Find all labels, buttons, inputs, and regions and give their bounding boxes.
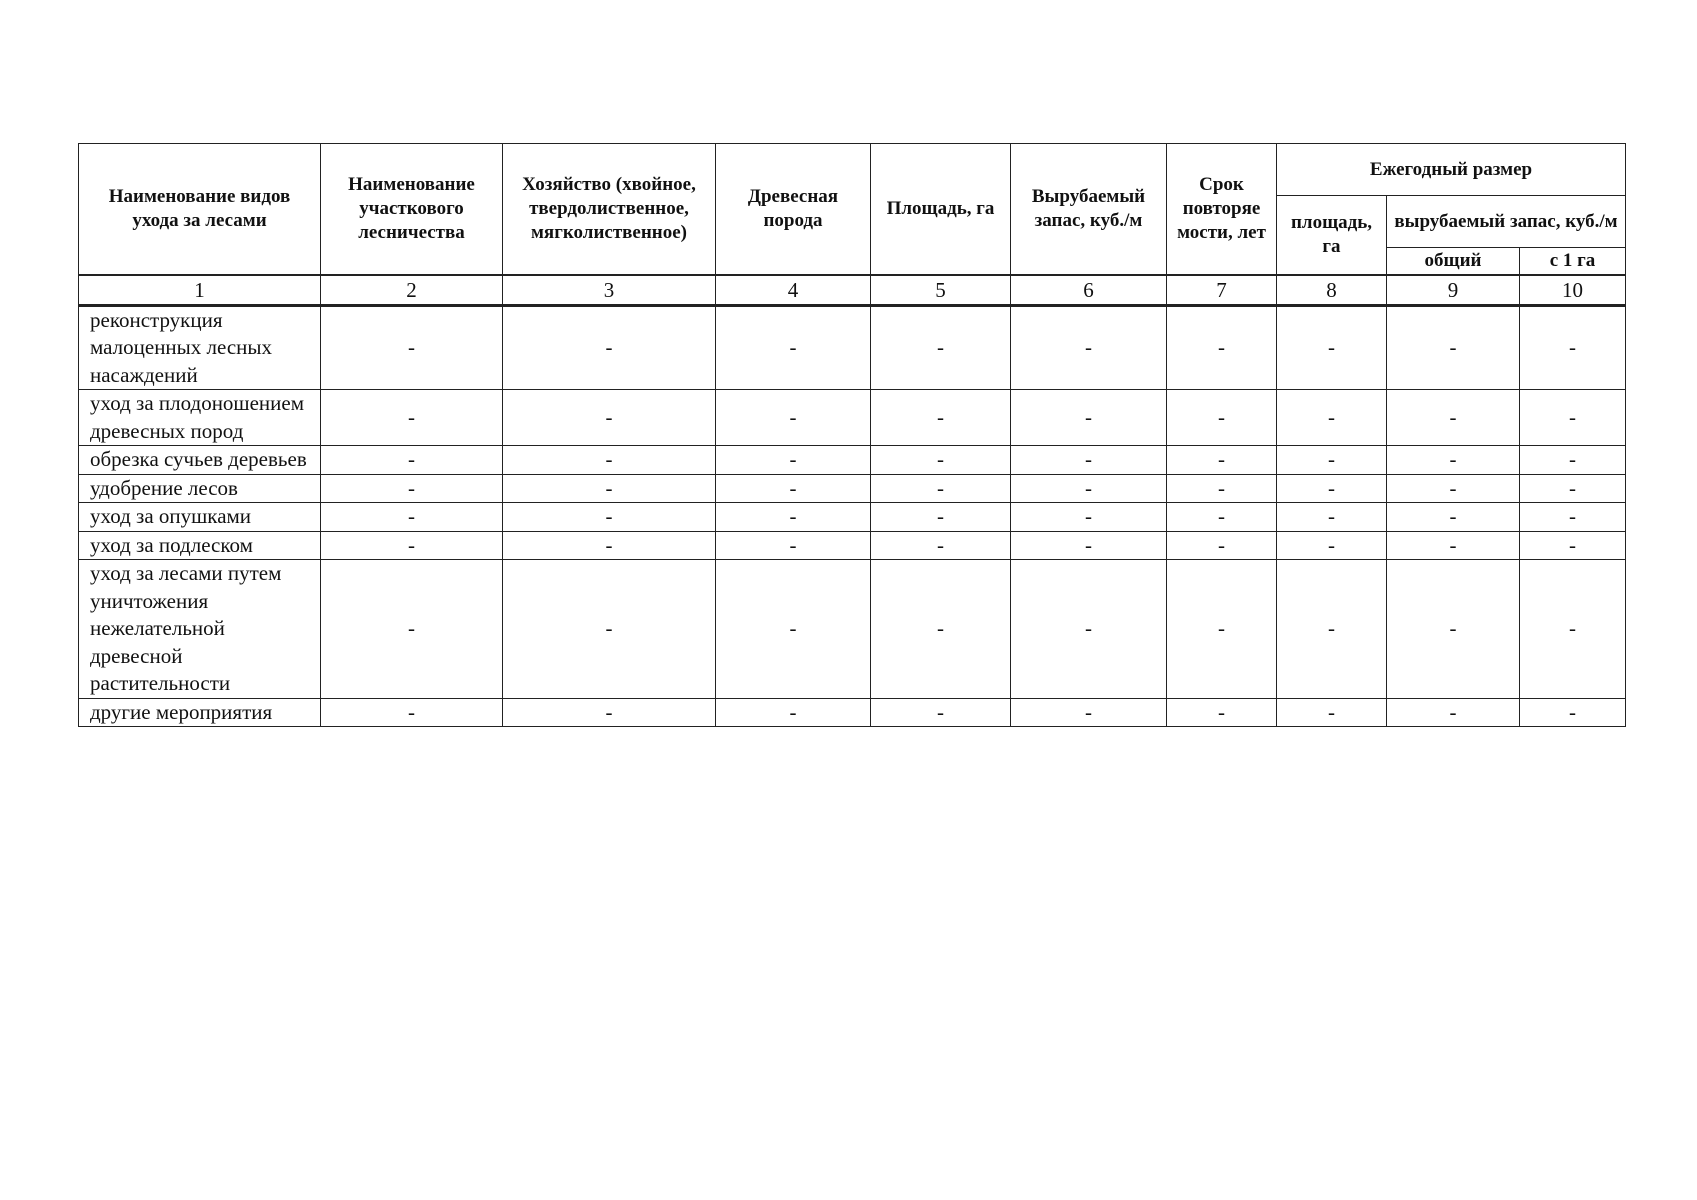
table-cell: - xyxy=(716,390,871,446)
table-cell: - xyxy=(1520,390,1626,446)
table-cell: - xyxy=(1387,474,1520,503)
table-cell: - xyxy=(503,305,716,390)
table-cell: - xyxy=(321,390,503,446)
header-area: Площадь, га xyxy=(871,144,1011,275)
care-type-name: уход за подлеском xyxy=(79,531,321,560)
care-type-name: другие мероприятия xyxy=(79,698,321,727)
table-cell: - xyxy=(503,698,716,727)
column-number: 1 xyxy=(79,275,321,306)
table-cell: - xyxy=(1167,531,1277,560)
header-annual-volume: вырубаемый запас, куб./м xyxy=(1387,196,1626,248)
table-cell: - xyxy=(871,531,1011,560)
table-cell: - xyxy=(1277,698,1387,727)
table-body xyxy=(79,305,1626,727)
table-cell: - xyxy=(1277,560,1387,699)
table-cell: - xyxy=(1387,560,1520,699)
table-header xyxy=(79,144,1626,275)
table-cell: - xyxy=(871,446,1011,475)
table-row xyxy=(79,503,1626,532)
table-cell: - xyxy=(503,390,716,446)
table-cell: - xyxy=(1011,474,1167,503)
table-row xyxy=(79,305,1626,390)
table-cell: - xyxy=(1011,560,1167,699)
care-type-name: обрезка сучьев деревьев xyxy=(79,446,321,475)
table-cell: - xyxy=(1520,474,1626,503)
column-number: 8 xyxy=(1277,275,1387,306)
table-cell: - xyxy=(1520,503,1626,532)
table-cell: - xyxy=(1277,503,1387,532)
forest-care-table xyxy=(78,143,1626,727)
header-volume-per-ha: с 1 га xyxy=(1520,248,1626,275)
table-cell: - xyxy=(1387,390,1520,446)
table-cell: - xyxy=(1167,305,1277,390)
table-cell: - xyxy=(1277,446,1387,475)
column-number: 7 xyxy=(1167,275,1277,306)
header-annual-area: площадь, га xyxy=(1277,196,1387,275)
column-number: 4 xyxy=(716,275,871,306)
header-tree-species: Древесная порода xyxy=(716,144,871,275)
header-care-type: Наименование видов ухода за лесами xyxy=(79,144,321,275)
table-cell: - xyxy=(1011,305,1167,390)
column-number: 6 xyxy=(1011,275,1167,306)
table-cell: - xyxy=(1277,390,1387,446)
table-cell: - xyxy=(716,698,871,727)
care-type-name: удобрение лесов xyxy=(79,474,321,503)
column-number: 9 xyxy=(1387,275,1520,306)
column-number: 3 xyxy=(503,275,716,306)
table-cell: - xyxy=(1387,531,1520,560)
table-cell: - xyxy=(1520,446,1626,475)
table-cell: - xyxy=(503,446,716,475)
table-cell: - xyxy=(716,474,871,503)
table-cell: - xyxy=(1167,503,1277,532)
table-cell: - xyxy=(871,474,1011,503)
table-row xyxy=(79,560,1626,699)
table-cell: - xyxy=(716,560,871,699)
table-cell: - xyxy=(1277,474,1387,503)
table-cell: - xyxy=(716,531,871,560)
column-number: 5 xyxy=(871,275,1011,306)
table-cell: - xyxy=(1167,698,1277,727)
table-cell: - xyxy=(321,474,503,503)
header-repeat-period: Срок повторяе мости, лет xyxy=(1167,144,1277,275)
column-number: 2 xyxy=(321,275,503,306)
header-volume-total: общий xyxy=(1387,248,1520,275)
table-cell: - xyxy=(716,305,871,390)
header-annual-size: Ежегодный размер xyxy=(1277,144,1626,196)
table-cell: - xyxy=(503,503,716,532)
table-cell: - xyxy=(321,503,503,532)
table-cell: - xyxy=(716,503,871,532)
table-cell: - xyxy=(321,698,503,727)
table-cell: - xyxy=(1167,390,1277,446)
care-type-name: уход за плодоношением древесных пород xyxy=(79,390,321,446)
table-cell: - xyxy=(871,503,1011,532)
table-cell: - xyxy=(1520,531,1626,560)
column-numbers xyxy=(79,275,1626,306)
table-cell: - xyxy=(321,446,503,475)
table-cell: - xyxy=(1167,560,1277,699)
table-row xyxy=(79,474,1626,503)
table-cell: - xyxy=(1387,698,1520,727)
table-cell: - xyxy=(871,698,1011,727)
table-cell: - xyxy=(1167,446,1277,475)
table-row xyxy=(79,698,1626,727)
table-cell: - xyxy=(1011,531,1167,560)
table-cell: - xyxy=(321,560,503,699)
table-row xyxy=(79,390,1626,446)
table-cell: - xyxy=(321,531,503,560)
column-number: 10 xyxy=(1520,275,1626,306)
table-cell: - xyxy=(1520,560,1626,699)
table-cell: - xyxy=(716,446,871,475)
table-cell: - xyxy=(1167,474,1277,503)
header-district: Наименование участкового лесничества xyxy=(321,144,503,275)
care-type-name: уход за опушками xyxy=(79,503,321,532)
table-cell: - xyxy=(1520,305,1626,390)
table-cell: - xyxy=(1520,698,1626,727)
table-cell: - xyxy=(321,305,503,390)
table-cell: - xyxy=(1011,698,1167,727)
header-cut-volume: Вырубаемый запас, куб./м xyxy=(1011,144,1167,275)
table-cell: - xyxy=(871,305,1011,390)
table-cell: - xyxy=(1387,305,1520,390)
care-type-name: реконструкция малоценных лесных насаждений xyxy=(79,305,321,390)
table-cell: - xyxy=(871,390,1011,446)
header-economy: Хозяйство (хвойное, твердолиственное, мягколиственное) xyxy=(503,144,716,275)
table-row xyxy=(79,446,1626,475)
table-cell: - xyxy=(503,474,716,503)
table-cell: - xyxy=(1387,503,1520,532)
table-cell: - xyxy=(1387,446,1520,475)
table-cell: - xyxy=(1011,390,1167,446)
table-cell: - xyxy=(1011,446,1167,475)
care-type-name: уход за лесами путем уничтожения нежелательной древесной растительности xyxy=(79,560,321,699)
table-cell: - xyxy=(503,560,716,699)
table-cell: - xyxy=(1277,531,1387,560)
table-cell: - xyxy=(871,560,1011,699)
table-cell: - xyxy=(503,531,716,560)
table-row xyxy=(79,531,1626,560)
table-cell: - xyxy=(1277,305,1387,390)
table-cell: - xyxy=(1011,503,1167,532)
